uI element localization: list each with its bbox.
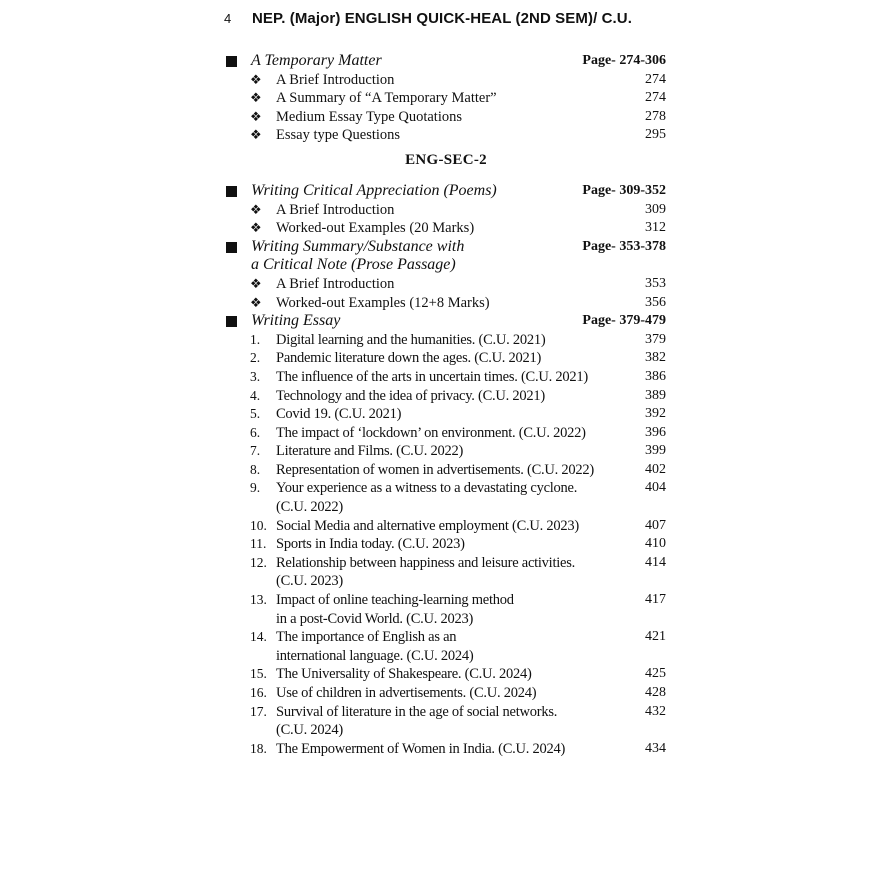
running-title: NEP. (Major) ENGLISH QUICK-HEAL (2ND SEM)/ C.U.: [252, 10, 633, 27]
item-label: Survival of literature in the age of social networks. (C.U. 2024): [276, 703, 558, 739]
item-page: 295: [645, 127, 666, 143]
item-label: The Empowerment of Women in India. (C.U. 2024): [276, 740, 566, 757]
item-page: 399: [645, 443, 666, 459]
table-row: [226, 479, 666, 516]
item-page: 389: [645, 387, 666, 403]
item-label: Your experience as a witness to a devastating cyclone. (C.U. 2022): [276, 480, 578, 516]
section-row-critical-appreciation: [226, 182, 666, 201]
item-number: 11.: [250, 536, 267, 552]
section-row-a-temporary-matter: [226, 52, 666, 71]
item-label: Social Media and alternative employment (C.U. 2023): [276, 517, 579, 534]
item-number: 18.: [250, 740, 267, 756]
section-page-range: Page- 309-352: [582, 182, 666, 198]
item-page: 421: [645, 629, 666, 645]
item-number: 4.: [250, 387, 261, 403]
list-item: [226, 219, 666, 238]
item-number: 15.: [250, 666, 267, 682]
item-label: Essay type Questions: [276, 127, 401, 144]
item-page: 382: [645, 350, 666, 366]
item-number: 12.: [250, 554, 267, 570]
table-row: [226, 331, 666, 350]
item-number: 9.: [250, 480, 261, 496]
table-row: [226, 665, 666, 684]
table-row: [226, 628, 666, 665]
table-row: [226, 517, 666, 536]
item-number: 14.: [250, 629, 267, 645]
section-row-writing-essay: [226, 312, 666, 331]
item-page: 309: [645, 201, 666, 217]
square-bullet-icon: [226, 316, 237, 327]
table-row: [226, 591, 666, 628]
item-page: 414: [645, 554, 666, 570]
item-label: A Brief Introduction: [276, 71, 395, 88]
item-page: 428: [645, 685, 666, 700]
table-row: [226, 442, 666, 461]
item-page: 404: [645, 480, 666, 496]
item-number: 5.: [250, 406, 261, 422]
essay-list: [226, 331, 666, 759]
square-bullet-icon: [226, 186, 237, 197]
table-row: [226, 368, 666, 387]
item-label: Digital learning and the humanities. (C.U. 2021): [276, 331, 546, 348]
diamond-bullet-icon: ❖: [250, 108, 262, 124]
list-item: [226, 126, 666, 145]
section-title: Writing Essay: [251, 312, 341, 330]
list-item: [226, 108, 666, 127]
item-page: 407: [645, 517, 666, 533]
diamond-bullet-icon: ❖: [250, 294, 262, 310]
item-page: 356: [645, 294, 666, 310]
item-label: A Brief Introduction: [276, 275, 395, 292]
item-label: Covid 19. (C.U. 2021): [276, 406, 402, 423]
item-number: 13.: [250, 592, 267, 608]
eng-sec-heading: ENG-SEC-2: [405, 151, 487, 168]
item-number: 10.: [250, 517, 267, 533]
item-label: Representation of women in advertisements. (C.U. 2022): [276, 461, 594, 478]
item-page: 417: [645, 592, 666, 608]
item-page: 278: [645, 108, 666, 124]
diamond-bullet-icon: ❖: [250, 275, 262, 291]
table-row: [226, 461, 666, 480]
item-page: 379: [645, 331, 666, 347]
item-number: 6.: [250, 424, 261, 440]
item-label: Use of children in advertisements. (C.U. 2024): [276, 685, 537, 701]
item-number: 8.: [250, 461, 261, 477]
item-number: 3.: [250, 368, 261, 384]
table-row: [226, 703, 666, 740]
item-page: 392: [645, 406, 666, 422]
diamond-bullet-icon: ❖: [250, 71, 262, 87]
table-row: [226, 405, 666, 424]
item-number: 1.: [250, 331, 261, 347]
item-label: Worked-out Examples (20 Marks): [276, 220, 475, 237]
table-row: [226, 387, 666, 406]
item-label: The influence of the arts in uncertain times. (C.U. 2021): [276, 368, 588, 385]
table-row: [226, 424, 666, 443]
diamond-bullet-icon: ❖: [250, 220, 262, 236]
item-page: 432: [645, 703, 666, 719]
item-page: 353: [645, 275, 666, 291]
section-title: A Temporary Matter: [251, 52, 382, 69]
item-label: Impact of online teaching-learning method in a post-Covid World. (C.U. 2023): [276, 592, 514, 627]
section-title: Writing Summary/Substance with a Critical Note (Prose Passage): [251, 237, 465, 274]
diamond-bullet-icon: ❖: [250, 201, 262, 217]
item-number: 17.: [250, 703, 267, 719]
item-page: 312: [645, 220, 666, 236]
item-label: A Brief Introduction: [276, 201, 395, 218]
item-label: The Universality of Shakespeare. (C.U. 2024): [276, 666, 532, 683]
section-page-range: Page- 353-378: [582, 238, 666, 254]
item-label: Relationship between happiness and leisure activities. (C.U. 2023): [276, 554, 575, 590]
section-title: Writing Critical Appreciation (Poems): [251, 181, 497, 199]
square-bullet-icon: [226, 56, 237, 67]
item-label: Pandemic literature down the ages. (C.U. 2021): [276, 350, 542, 367]
page-number: 4: [224, 11, 232, 26]
item-label: A Summary of “A Temporary Matter”: [276, 90, 497, 107]
table-row: [226, 554, 666, 591]
list-item: [226, 275, 666, 294]
item-page: 402: [645, 461, 666, 477]
item-number: 2.: [250, 350, 261, 366]
section-page-range: Page- 379-479: [582, 313, 666, 329]
item-label: Literature and Films. (C.U. 2022): [276, 443, 464, 460]
item-label: Sports in India today. (C.U. 2023): [276, 536, 465, 553]
item-label: The importance of English as an international language. (C.U. 2024): [276, 629, 474, 664]
item-page: 410: [645, 536, 666, 552]
diamond-bullet-icon: ❖: [250, 127, 262, 143]
item-label: The impact of ‘lockdown’ on environment. (C.U. 2022): [276, 424, 586, 441]
table-row: [226, 740, 666, 759]
item-number: 7.: [250, 443, 261, 459]
list-item: [226, 71, 666, 90]
item-number: 16.: [250, 685, 267, 700]
item-label: Medium Essay Type Quotations: [276, 108, 462, 125]
section-row-summary-substance: [226, 238, 666, 275]
table-row: [226, 684, 666, 703]
table-of-contents: [226, 52, 666, 758]
item-label: Worked-out Examples (12+8 Marks): [276, 294, 490, 311]
item-page: 274: [645, 71, 666, 87]
section-page-range: Page- 274-306: [582, 53, 666, 68]
item-page: 425: [645, 666, 666, 682]
item-page: 396: [645, 424, 666, 440]
list-item: [226, 201, 666, 220]
table-row: [226, 349, 666, 368]
square-bullet-icon: [226, 242, 237, 253]
item-page: 386: [645, 368, 666, 384]
diamond-bullet-icon: ❖: [250, 90, 262, 106]
list-item: [226, 89, 666, 108]
item-page: 434: [645, 740, 666, 756]
list-item: [226, 294, 666, 313]
item-page: 274: [645, 90, 666, 106]
item-label: Technology and the idea of privacy. (C.U. 2021): [276, 387, 545, 404]
page-header: [224, 10, 632, 27]
table-row: [226, 535, 666, 554]
